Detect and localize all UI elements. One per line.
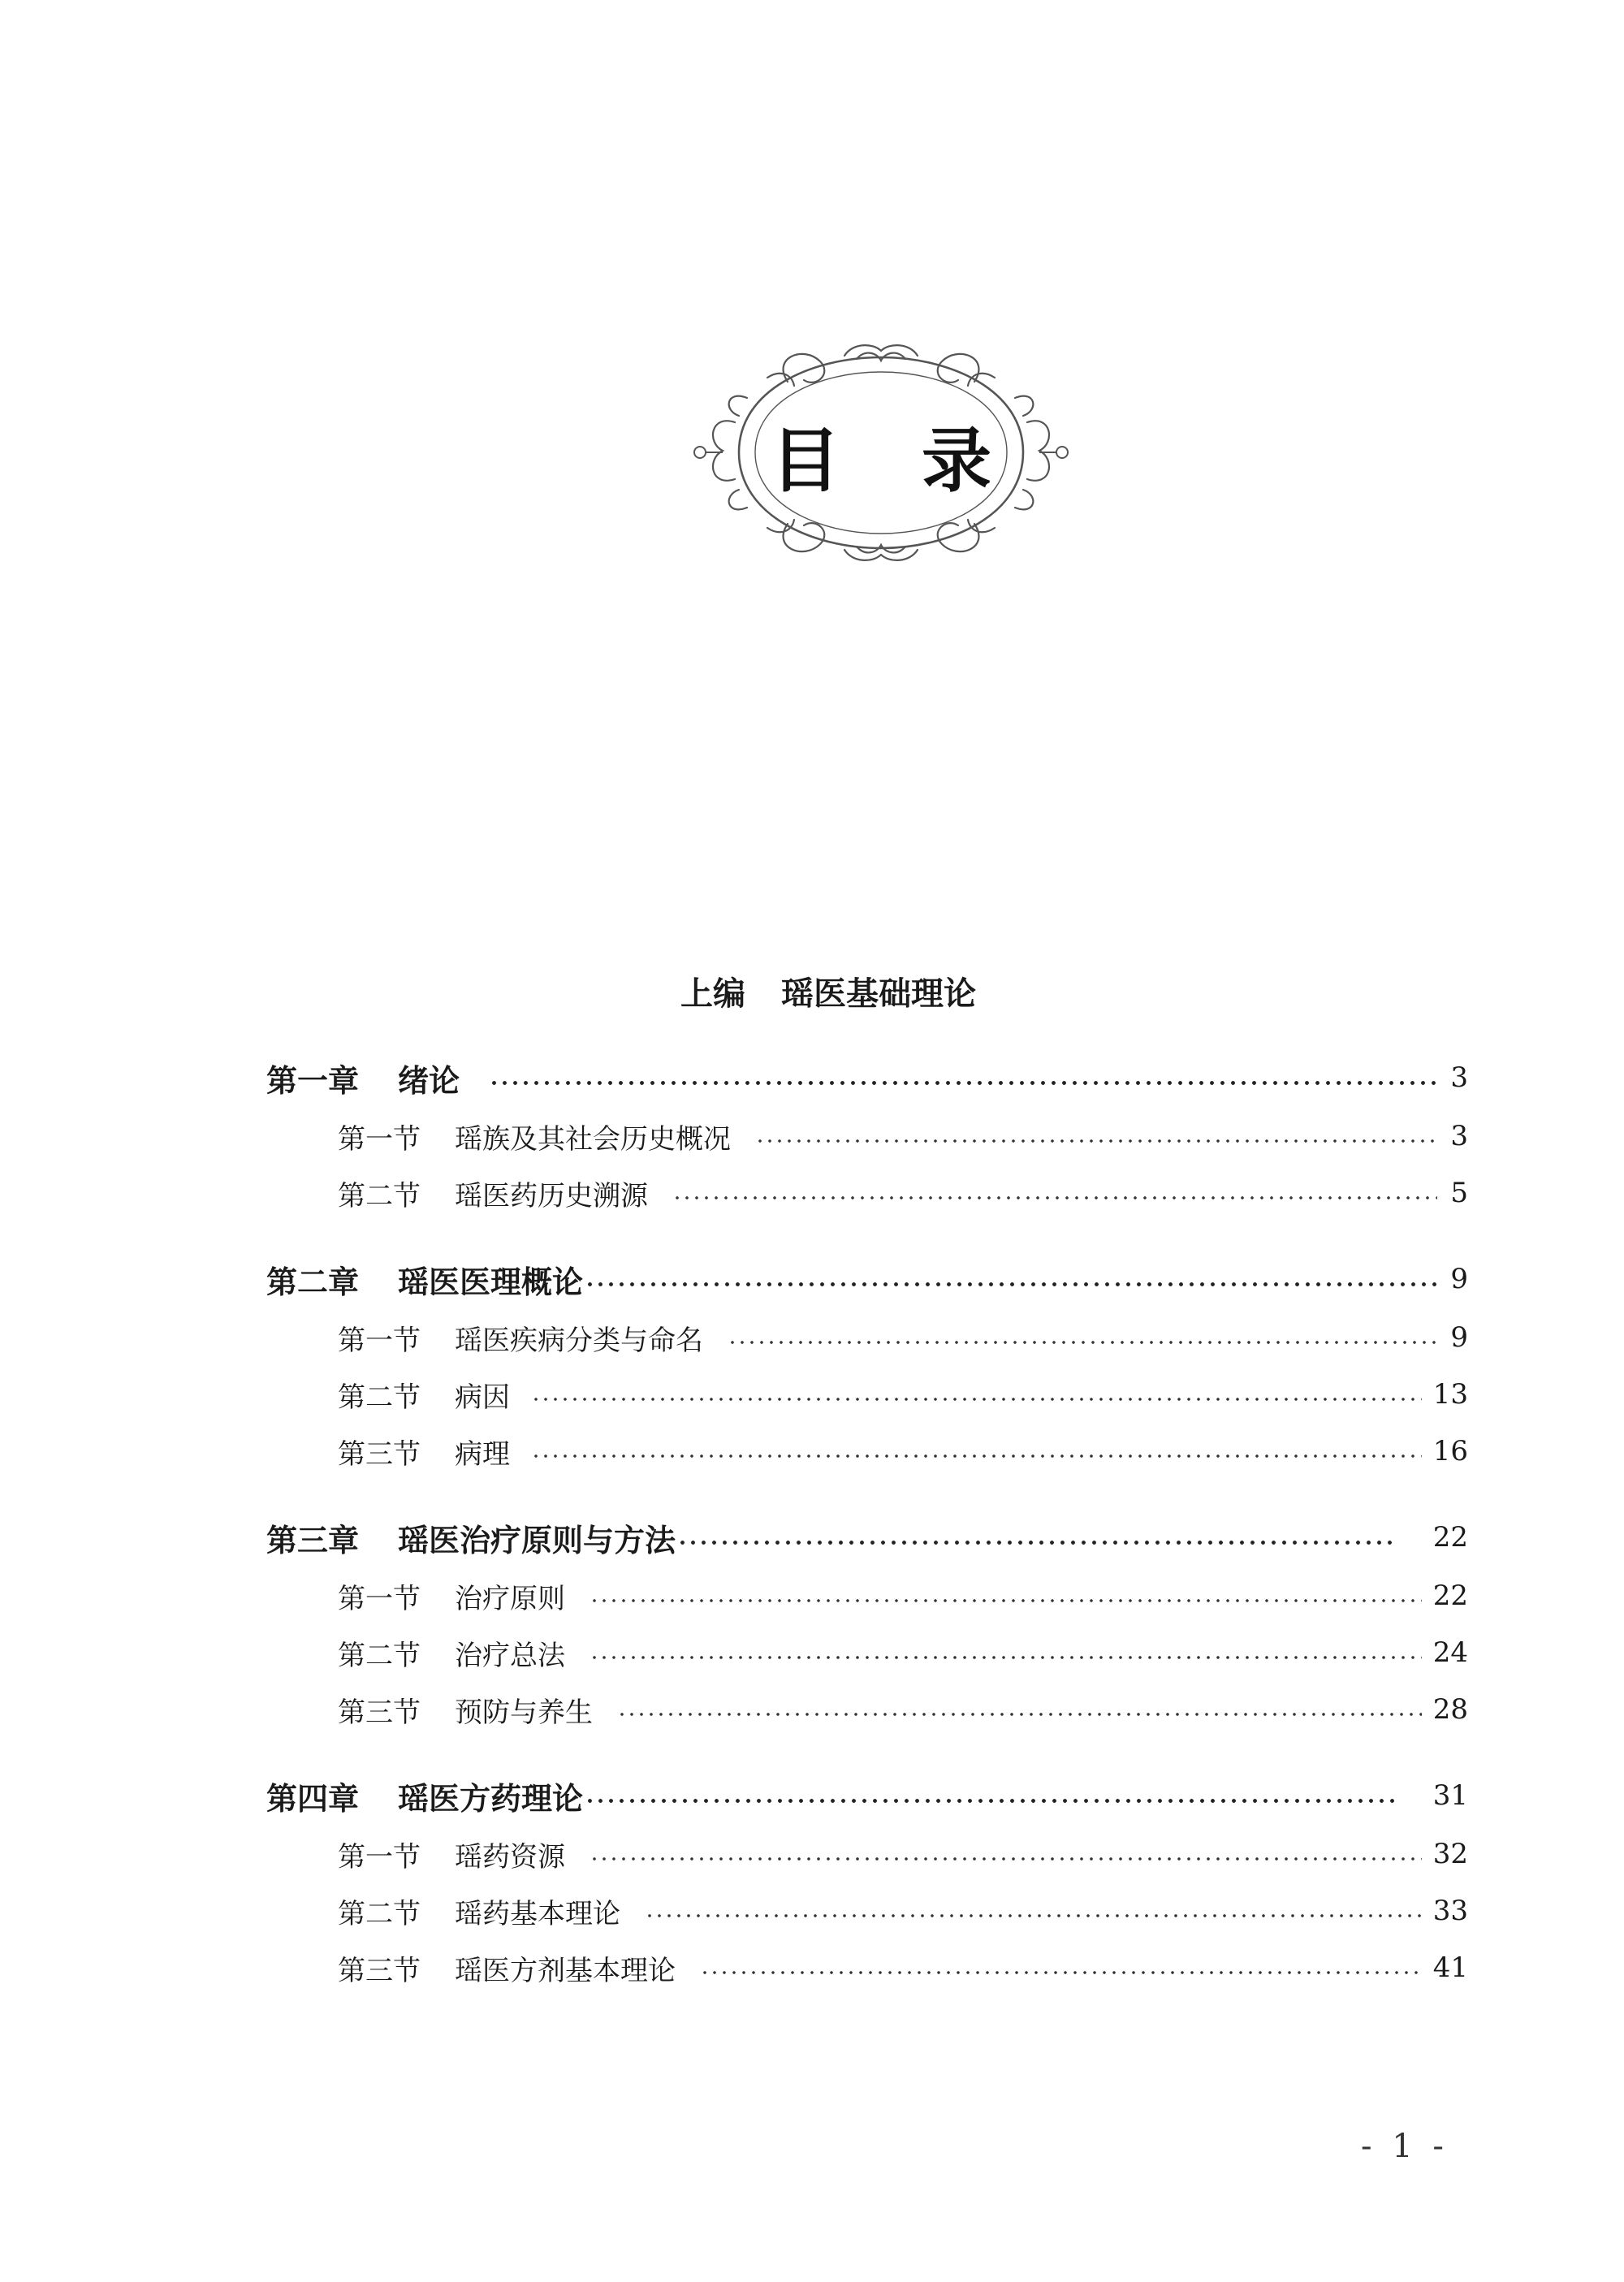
dot-leader: [531, 1454, 1422, 1458]
section-title: 病因: [455, 1381, 510, 1414]
chapter-title: 瑶医方药理论: [398, 1779, 584, 1817]
toc-chapter-4: [0, 1766, 1624, 1996]
section-entry[interactable]: [0, 1567, 1624, 1624]
page-number: 5: [1450, 1177, 1468, 1209]
toc-chapter-3: [0, 1507, 1624, 1738]
section-number: 第一节: [338, 1324, 421, 1357]
dot-leader: [672, 1196, 1437, 1199]
page-number: 16: [1432, 1435, 1468, 1467]
dot-leader: [645, 1914, 1422, 1917]
section-title: 瑶医方剂基本理论: [455, 1954, 676, 1987]
page-title: [690, 406, 1072, 504]
chapter-title: 瑶医医理概论: [398, 1263, 584, 1300]
page-number: 13: [1432, 1378, 1468, 1411]
part-name: 瑶医基础理论: [781, 975, 976, 1013]
table-of-contents: [0, 1048, 1624, 2024]
section-entry[interactable]: [0, 1309, 1624, 1366]
page-number: 32: [1432, 1838, 1468, 1870]
dot-leader: [585, 1282, 1437, 1286]
section-title: 瑶药基本理论: [455, 1897, 620, 1930]
chapter-title: 绪论: [398, 1061, 460, 1099]
section-number: 第三节: [338, 1437, 421, 1471]
chapter-title: 瑶医治疗原则与方法: [398, 1521, 676, 1558]
chapter-number: 第三章: [266, 1521, 360, 1558]
section-title: 瑶医疾病分类与命名: [455, 1324, 703, 1357]
section-entry[interactable]: [0, 1826, 1624, 1882]
section-number: 第二节: [338, 1897, 421, 1930]
page-number: 22: [1432, 1521, 1468, 1554]
dot-leader: [489, 1081, 1437, 1085]
toc-chapter-2: [0, 1249, 1624, 1480]
dot-leader: [728, 1341, 1437, 1344]
title-char-1: 目: [771, 421, 840, 502]
section-title: 瑶医药历史溯源: [455, 1179, 648, 1212]
section-number: 第一节: [338, 1582, 421, 1615]
dot-leader: [755, 1139, 1437, 1143]
section-entry[interactable]: [0, 1165, 1624, 1221]
section-number: 第一节: [338, 1122, 421, 1156]
section-entry[interactable]: [0, 1882, 1624, 1939]
chapter-entry[interactable]: [0, 1249, 1624, 1309]
dot-leader: [590, 1857, 1422, 1861]
page-number: 41: [1432, 1951, 1468, 1984]
section-number: 第二节: [338, 1381, 421, 1414]
page-number: 3: [1450, 1120, 1468, 1152]
section-title: 治疗原则: [455, 1582, 565, 1615]
dot-leader: [585, 1799, 1397, 1803]
dot-leader: [531, 1398, 1422, 1401]
section-title: 瑶族及其社会历史概况: [455, 1122, 731, 1156]
page-number: 28: [1432, 1693, 1468, 1726]
page-number-footer: - 1 -: [1361, 2128, 1449, 2165]
section-entry[interactable]: [0, 1624, 1624, 1681]
toc-chapter-1: [0, 1048, 1624, 1221]
section-number: 第二节: [338, 1639, 421, 1672]
section-title: 预防与养生: [455, 1696, 593, 1729]
dot-leader: [700, 1971, 1422, 1974]
section-title: 治疗总法: [455, 1639, 565, 1672]
section-number: 第二节: [338, 1179, 421, 1212]
section-entry[interactable]: [0, 1108, 1624, 1165]
page-number: 24: [1432, 1636, 1468, 1669]
page-number: 31: [1432, 1779, 1468, 1812]
part-label: 上编: [680, 975, 745, 1013]
chapter-entry[interactable]: [0, 1766, 1624, 1826]
chapter-number: 第四章: [266, 1779, 360, 1817]
section-entry[interactable]: [0, 1681, 1624, 1738]
section-number: 第一节: [338, 1840, 421, 1874]
section-number: 第三节: [338, 1696, 421, 1729]
chapter-number: 第二章: [266, 1263, 360, 1300]
title-char-2: 录: [922, 421, 991, 502]
dot-leader: [677, 1541, 1397, 1545]
section-number: 第三节: [338, 1954, 421, 1987]
chapter-entry[interactable]: [0, 1048, 1624, 1108]
page-number: 9: [1450, 1263, 1468, 1295]
section-entry[interactable]: [0, 1423, 1624, 1480]
section-entry[interactable]: [0, 1366, 1624, 1423]
chapter-number: 第一章: [266, 1061, 360, 1099]
page-number: 22: [1432, 1580, 1468, 1612]
page-number: 3: [1450, 1061, 1468, 1094]
section-title: 病理: [455, 1437, 510, 1471]
chapter-entry[interactable]: [0, 1507, 1624, 1567]
dot-leader: [590, 1599, 1422, 1602]
dot-leader: [590, 1656, 1422, 1659]
page-number: 33: [1432, 1895, 1468, 1927]
part-heading: [0, 968, 1624, 1014]
section-title: 瑶药资源: [455, 1840, 565, 1874]
section-entry[interactable]: [0, 1939, 1624, 1996]
dot-leader: [617, 1713, 1422, 1716]
page-number: 9: [1450, 1321, 1468, 1354]
